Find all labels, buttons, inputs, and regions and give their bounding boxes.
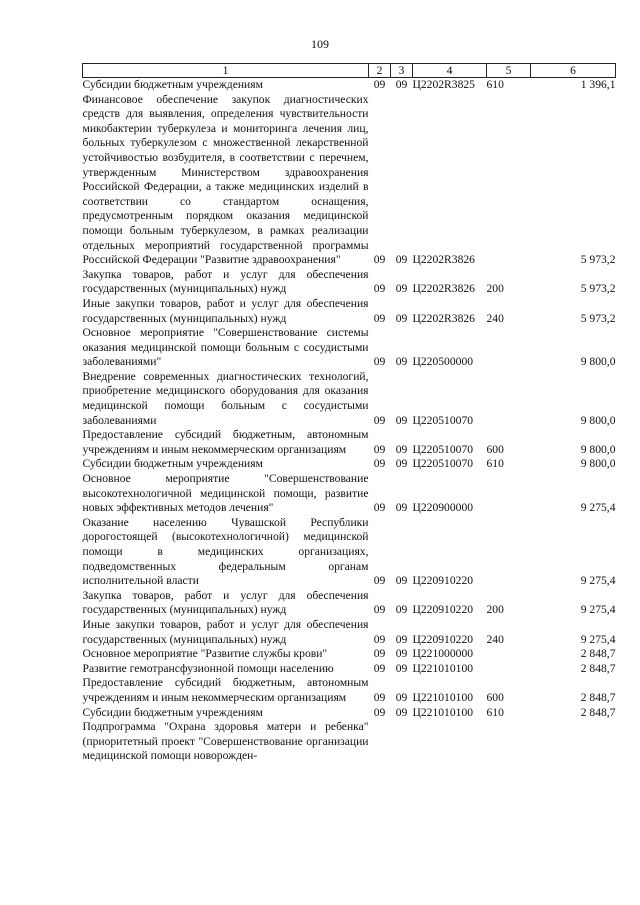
subsection-code: 09 xyxy=(395,690,408,704)
target-article-code: Ц220900000 xyxy=(412,501,474,515)
section-code: 09 xyxy=(373,457,386,471)
target-article-code: Ц221010100 xyxy=(412,661,474,675)
amount: 1 396,1 xyxy=(580,78,616,91)
subsection-code: 09 xyxy=(395,413,408,427)
subsection-code: 09 xyxy=(395,253,408,267)
expense-type-code: 240 xyxy=(486,632,504,646)
item-name: Основное мероприятие "Совершенствование высокотехнологичной медицинской помощи, развитие новых эффективных методов лечения" xyxy=(82,472,369,515)
header-row xyxy=(83,64,616,78)
item-name: Предоставление субсидий бюджетным, автономным учреждениям и иным некоммерческим организациям xyxy=(82,428,369,456)
target-article-code: Ц2202R3826 xyxy=(412,253,475,267)
item-name: Внедрение современных диагностических технологий, приобретение медицинского оборудования для оказания медицинской помощи больным с сосудистыми заболеваниями xyxy=(82,369,369,427)
subsection-code: 09 xyxy=(395,574,408,588)
page-number: 109 xyxy=(311,37,329,51)
item-name: Субсидии бюджетным учреждениям xyxy=(82,78,263,91)
target-article-code xyxy=(413,720,487,764)
amount: 9 275,4 xyxy=(580,501,616,515)
amount: 2 848,7 xyxy=(580,705,616,719)
item-name: Предоставление субсидий бюджетным, автономным учреждениям и иным некоммерческим организациям xyxy=(82,676,369,704)
amount: 2 848,7 xyxy=(580,661,616,675)
section-code: 09 xyxy=(373,574,386,588)
target-article-code: Ц2202R3826 xyxy=(412,282,475,296)
table-row xyxy=(83,706,616,721)
expense-type-code xyxy=(487,93,531,268)
table-row xyxy=(83,589,616,618)
amount: 2 848,7 xyxy=(580,690,616,704)
section-code xyxy=(369,720,391,764)
subsection-code: 09 xyxy=(395,603,408,617)
section-code: 09 xyxy=(373,282,386,296)
section-code: 09 xyxy=(373,705,386,719)
table-body xyxy=(83,78,616,764)
subsection-code: 09 xyxy=(395,457,408,471)
section-code: 09 xyxy=(373,501,386,515)
section-code: 09 xyxy=(373,661,386,675)
target-article-code: Ц220910220 xyxy=(412,632,474,646)
table-row xyxy=(83,326,616,370)
section-code: 09 xyxy=(373,442,386,456)
item-name: Финансовое обеспечение закупок диагностических средств для выявления, определения чувствительности микобактерии туберкулеза и мониторинга лечения лиц, больных туберкулезом с множественной лекарственной устойчивостью возбудителя, в соответствии с перечнем, утвержденным Министерством здравоохранения Российской Федерации, а также медицинских изделий в соответствии со стандартом оснащения, предусмотренным порядком оказания медицинской помощи больным туберкулезом, в рамках реализации отдельных мероприятий государственной программы Российской Федерации "Развитие здравоохранения" xyxy=(82,92,369,267)
subsection-code: 09 xyxy=(395,78,408,91)
item-name: Иные закупки товаров, работ и услуг для обеспечения государственных (муниципальных) нужд xyxy=(82,617,369,646)
expense-type-code: 240 xyxy=(486,311,504,325)
table-header xyxy=(83,64,616,78)
target-article-code: Ц220910220 xyxy=(412,574,474,588)
section-code: 09 xyxy=(373,413,386,427)
expense-type-code: 200 xyxy=(486,603,504,617)
item-name: Подпрограмма "Охрана здоровья матери и ребенка" (приоритетный проект "Совершенствование организации медицинской помощи новорожден- xyxy=(82,720,369,763)
target-article-code: Ц221010100 xyxy=(412,690,474,704)
column-header-1: 1 xyxy=(83,64,369,78)
amount: 9 275,4 xyxy=(580,603,616,617)
amount: 9 275,4 xyxy=(580,574,616,588)
amount: 9 800,0 xyxy=(580,442,616,456)
expense-type-code: 610 xyxy=(486,705,504,719)
subsection-code: 09 xyxy=(395,661,408,675)
item-name: Субсидии бюджетным учреждениям xyxy=(82,457,263,471)
table-row xyxy=(83,720,616,764)
expense-type-code: 600 xyxy=(486,442,504,456)
expense-type-code: 610 xyxy=(486,78,504,91)
amount: 9 800,0 xyxy=(580,457,616,471)
table-row xyxy=(83,618,616,647)
item-name: Развитие гемотрансфузионной помощи населению xyxy=(82,661,334,675)
table-row xyxy=(83,662,616,677)
amount: 9 275,4 xyxy=(580,632,616,646)
table-row xyxy=(83,457,616,472)
item-name: Закупка товаров, работ и услуг для обеспечения государственных (муниципальных) нужд xyxy=(82,267,369,296)
section-code: 09 xyxy=(373,355,386,369)
target-article-code: Ц221010100 xyxy=(412,705,474,719)
item-name: Основное мероприятие "Развитие службы крови" xyxy=(82,647,328,661)
expense-type-code: 200 xyxy=(486,282,504,296)
table-row xyxy=(83,297,616,326)
table-row xyxy=(83,93,616,268)
expense-type-code xyxy=(487,662,531,677)
budget-table xyxy=(82,63,616,764)
item-name: Закупка товаров, работ и услуг для обеспечения государственных (муниципальных) нужд xyxy=(82,588,369,617)
section-code: 09 xyxy=(373,253,386,267)
section-code: 09 xyxy=(373,78,386,91)
subsection-code: 09 xyxy=(395,311,408,325)
amount: 5 973,2 xyxy=(580,253,616,267)
subsection-code xyxy=(391,720,413,764)
amount: 9 800,0 xyxy=(580,413,616,427)
section-code: 09 xyxy=(373,647,386,661)
subsection-code: 09 xyxy=(395,632,408,646)
table-row xyxy=(83,78,616,93)
table-row xyxy=(83,370,616,428)
section-code: 09 xyxy=(373,603,386,617)
target-article-code: Ц2202R3826 xyxy=(412,311,475,325)
expense-type-code xyxy=(487,326,531,370)
amount: 5 973,2 xyxy=(580,282,616,296)
expense-type-code xyxy=(487,472,531,516)
subsection-code: 09 xyxy=(395,501,408,515)
column-header-5: 5 xyxy=(487,64,531,78)
amount: 5 973,2 xyxy=(580,311,616,325)
item-name: Оказание населению Чувашской Республики дорогостоящей (высокотехнологичной) медицинской помощи в медицинских организациях, подведомственных федеральным органам исполнительной власти xyxy=(82,515,369,588)
column-header-4: 4 xyxy=(413,64,487,78)
target-article-code: Ц220500000 xyxy=(412,355,474,369)
target-article-code: Ц220510070 xyxy=(412,442,474,456)
item-name: Субсидии бюджетным учреждениям xyxy=(82,705,263,719)
target-article-code: Ц220510070 xyxy=(412,457,474,471)
expense-type-code xyxy=(487,370,531,428)
subsection-code: 09 xyxy=(395,282,408,296)
expense-type-code: 600 xyxy=(486,690,504,704)
target-article-code: Ц220510070 xyxy=(412,413,474,427)
item-name: Основное мероприятие "Совершенствование системы оказания медицинской помощи больным с сосудистыми заболеваниями" xyxy=(82,326,369,369)
column-header-2: 2 xyxy=(369,64,391,78)
target-article-code: Ц2202R3825 xyxy=(412,78,475,91)
section-code: 09 xyxy=(373,632,386,646)
table-row xyxy=(83,647,616,662)
target-article-code: Ц220910220 xyxy=(412,603,474,617)
subsection-code: 09 xyxy=(395,647,408,661)
table-row xyxy=(83,676,616,705)
table-row xyxy=(83,516,616,589)
column-header-3: 3 xyxy=(391,64,413,78)
expense-type-code xyxy=(487,720,531,764)
section-code: 09 xyxy=(373,311,386,325)
amount: 2 848,7 xyxy=(580,647,616,661)
item-name: Иные закупки товаров, работ и услуг для обеспечения государственных (муниципальных) нужд xyxy=(82,296,369,325)
amount xyxy=(531,720,616,764)
target-article-code: Ц221000000 xyxy=(412,647,474,661)
section-code: 09 xyxy=(373,690,386,704)
amount: 9 800,0 xyxy=(580,355,616,369)
expense-type-code xyxy=(487,516,531,589)
subsection-code: 09 xyxy=(395,705,408,719)
subsection-code: 09 xyxy=(395,442,408,456)
expense-type-code xyxy=(487,647,531,662)
table-row xyxy=(83,472,616,516)
expense-type-code: 610 xyxy=(486,457,504,471)
subsection-code: 09 xyxy=(395,355,408,369)
column-header-6: 6 xyxy=(531,64,616,78)
table-row xyxy=(83,428,616,457)
table-row xyxy=(83,268,616,297)
